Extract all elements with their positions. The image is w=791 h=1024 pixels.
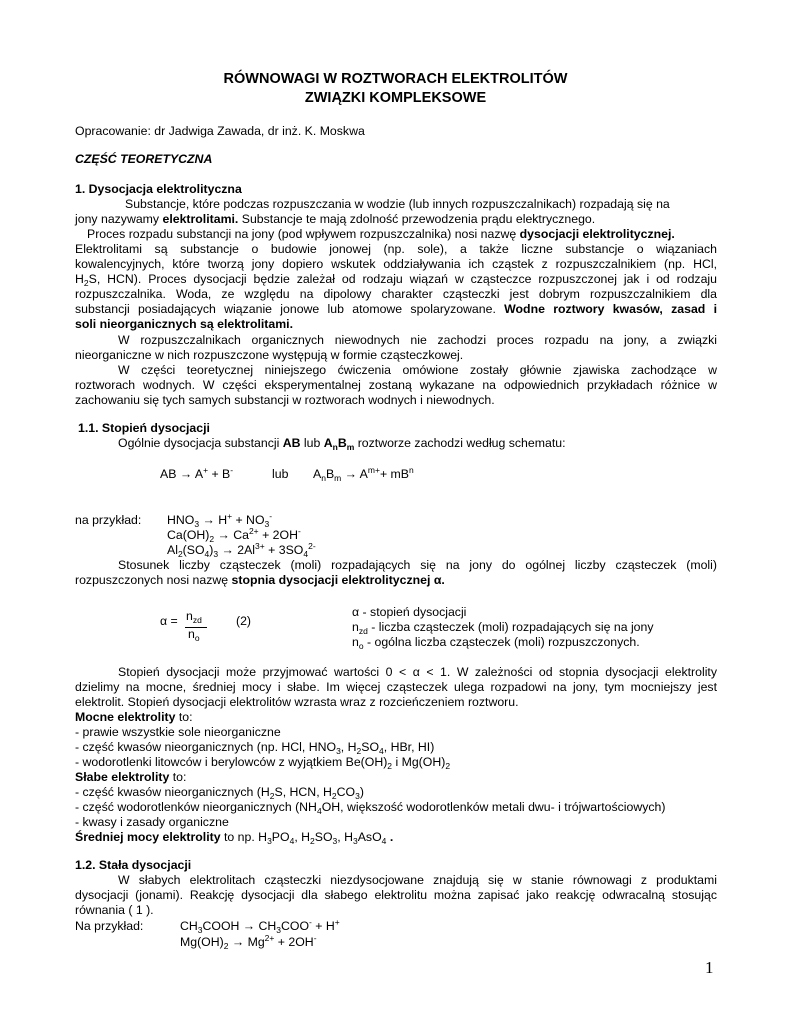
section-1-2-heading: 1.2. Stała dysocjacji <box>75 858 192 872</box>
general-equation: AB → A+ + B- <box>160 465 234 481</box>
example-equation: $HNO_3 \to H^+ + NO_3^-$ <box>167 511 273 529</box>
example-label: Na przykład: <box>75 919 144 933</box>
paragraph-line: Stopień dysocjacji może przyjmować wartości 0 < α < 1. W zależności od stopnia dysocjacji elektrolity <box>118 665 717 679</box>
section-1-heading: 1. Dysocjacja elektrolityczna <box>75 182 242 196</box>
list-item: - część kwasów nieorganicznych ($H_2S$, HCN, $H_2CO_3$) <box>75 785 364 801</box>
paragraph-line: W części teoretycznej niniejszego ćwiczenia omówione zostały głównie zjawiska zachodzące w <box>118 363 717 377</box>
paragraph-line: substancji posiadających wiązanie jonowe lub atomowe spolaryzowane. Wodne roztwory kwasów, zasad i <box>75 302 717 316</box>
authors: Opracowanie: dr Jadwiga Zawada, dr inż. K. Moskwa <box>75 124 365 138</box>
example-label: na przykład: <box>75 513 142 527</box>
paragraph-line: Ogólnie dysocjacja substancji AB lub $A_nB_m$ roztworze zachodzi według schematu: <box>118 436 566 452</box>
formula-numerator: $n_{zd}$ <box>186 609 202 625</box>
paragraph-line: W rozpuszczalnikach organicznych niewodnych nie zachodzi proces rozpadu na jony, a związki <box>118 333 717 347</box>
page-number: 1 <box>705 958 714 977</box>
paragraph-line: dysocjacji (jonami). Reakcję dysocjacji dla słabego elektrolitu można zapisać jako reakcję odwracalną stosując <box>75 888 717 902</box>
document-title: RÓWNOWAGI W ROZTWORACH ELEKTROLITÓW <box>223 71 568 87</box>
paragraph-line: roztworach wodnych. W części eksperymentalnej zostaną wykazane na odpowiednich przykładach różnice w <box>75 378 717 392</box>
list-item: - prawie wszystkie sole nieorganiczne <box>75 725 281 739</box>
equation-connector: lub <box>272 467 289 481</box>
paragraph-line: nieorganiczne w nich rozpuszczone występują w formie cząsteczkowej. <box>75 348 464 362</box>
list-item: - wodorotlenki litowców i berylowców z wyjątkiem $Be(OH)_2$ i $Mg(OH)_2$ <box>75 755 451 771</box>
paragraph-line: Elektrolitami są substancje o budowie jonowej (np. sole), a także liczne substancje o wiązaniach <box>75 242 717 256</box>
legend-line: α - stopień dysocjacji <box>352 605 467 619</box>
paragraph-line: Substancje, które podczas rozpuszczania w wodzie (lub innych rozpuszczalnikach) rozpadają się na <box>125 197 670 211</box>
example-equation: $Al_2(SO_4)_3 \to 2Al^{3+} + 3SO_4^{2-}$ <box>167 541 316 559</box>
list-item: - część wodorotlenków nieorganicznych ($NH_4OH$, większość wodorotlenków metali dwu- i trójwartościowych) <box>75 800 666 816</box>
paragraph-line: soli nieorganicznych są elektrolitami. <box>75 317 293 331</box>
example-equation: $CH_3COOH \to CH_3COO^- + H^+$ <box>180 917 340 935</box>
paragraph-line: równania ( 1 ). <box>75 903 154 917</box>
part-heading: CZĘŚĆ TEORETYCZNA <box>75 152 213 166</box>
section-1-1-heading: 1.1. Stopień dysocjacji <box>78 421 210 435</box>
list-heading: Słabe elektrolity to: <box>75 770 187 784</box>
list-heading: Mocne elektrolity to: <box>75 710 193 724</box>
paragraph-line: elektrolit. Stopień dysocjacji elektrolitów wzrasta wraz z rozcieńczeniem roztworu. <box>75 695 519 709</box>
paragraph-line: rozpuszczonych nosi nazwę stopnia dysocjacji elektrolitycznej α. <box>75 573 445 587</box>
paragraph-line: zachowaniu się tych samych substancji w roztworach wodnych i niewodnych. <box>75 393 495 407</box>
paragraph-line: dzielimy na mocne, średniej mocy i słabe. Im więcej cząsteczek ulega rozpadowi na jony, tym mocniejszy jest <box>75 680 717 694</box>
paragraph-line: $H_2S$, HCN). Proces dysocjacji będzie zależał od rodzaju wiązań w cząsteczce rozpuszczonej jak i od rodzaju <box>75 272 717 288</box>
paragraph-line: rozpuszczalnika. Woda, ze względu na dipolowy charakter cząsteczki jest dobrym rozpuszczalnikiem dla <box>75 287 717 301</box>
formula-denominator: $n_o$ <box>188 627 200 643</box>
paragraph-line: kowalencyjnych, które tworzą jony dopiero wskutek oddziaływania ich cząstek z rozpuszczalnikiem (np. HCl, <box>75 257 717 271</box>
general-equation: $A_nB_m \to A^{m+}+ mB^n$ <box>313 465 414 483</box>
example-equation: $Ca(OH)_2 \to Ca^{2+} + 2OH^-$ <box>167 526 301 544</box>
list-item: - część kwasów nieorganicznych (np. HCl, $HNO_3$, $H_2SO_4$, HBr, HI) <box>75 740 435 756</box>
paragraph-line: W słabych elektrolitach cząsteczki niezdysocjowane znajdują się w stanie równowagi z produktami <box>118 873 717 887</box>
example-equation: $Mg(OH)_2 \to Mg^{2+} + 2OH^-$ <box>180 933 317 951</box>
paragraph-line: jony nazywamy elektrolitami. Substancje te mają zdolność przewodzenia prądu elektrycznego. <box>75 212 596 226</box>
list-heading: Średniej mocy elektrolity to np. $H_3PO_4$, $H_2SO_3$, $H_3AsO_4$ . <box>75 830 394 846</box>
equation-number: (2) <box>236 614 252 628</box>
document-subtitle: ZWIĄZKI KOMPLEKSOWE <box>304 90 487 106</box>
paragraph-line: Proces rozpadu substancji na jony (pod wpływem rozpuszczalnika) nosi nazwę dysocjacji elektrolitycznej. <box>87 227 675 241</box>
paragraph-line: Stosunek liczby cząsteczek (moli) rozpadających się na jony do ogólnej liczby cząsteczek (moli) <box>118 558 717 572</box>
formula-alpha: α = <box>160 614 178 628</box>
list-item: - kwasy i zasady organiczne <box>75 815 229 829</box>
legend-line: $n_{zd}$ - liczba cząsteczek (moli) rozpadających się na jony <box>352 620 654 636</box>
legend-line: $n_o$ - ogólna liczba cząsteczek (moli) rozpuszczonych. <box>352 635 640 651</box>
